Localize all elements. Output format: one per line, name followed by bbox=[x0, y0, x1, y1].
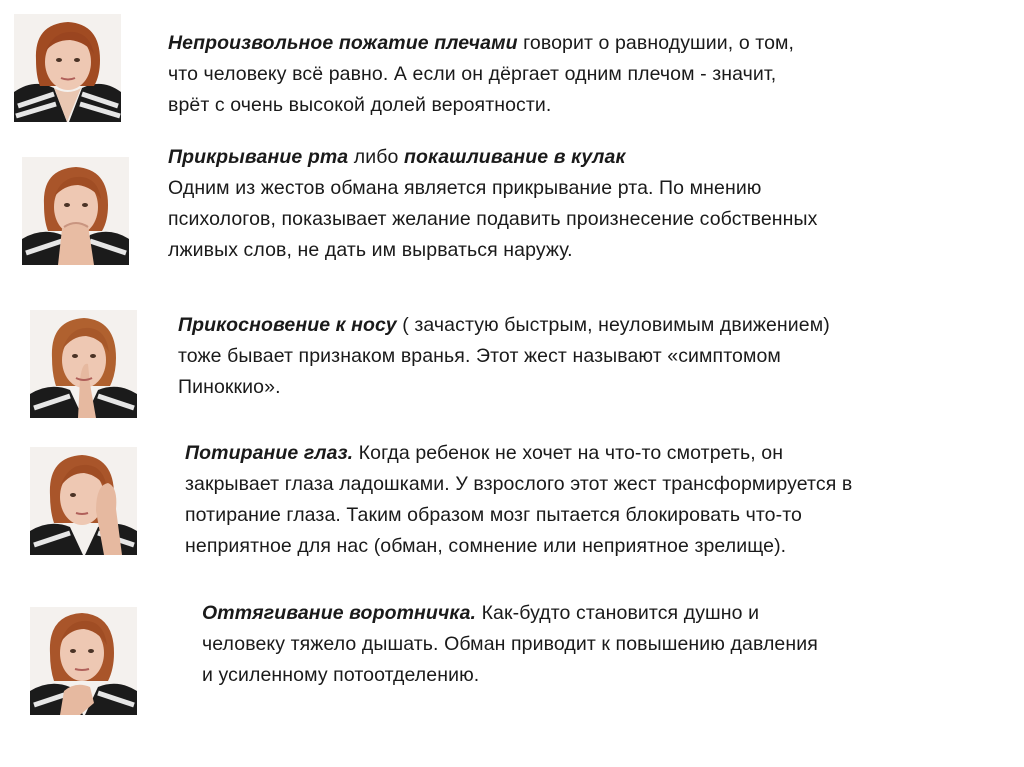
gesture-description bbox=[168, 28, 794, 121]
gesture-text: тоже бывает признаком вранья. Этот жест называют «симптомом bbox=[178, 345, 781, 367]
gesture-line bbox=[202, 660, 818, 691]
gesture-line bbox=[168, 142, 818, 173]
gesture-text: Когда ребенок не хочет на что-то смотреть, он bbox=[353, 442, 784, 464]
gesture-line bbox=[178, 341, 830, 372]
gesture-term: Прикосновение к носу bbox=[178, 314, 397, 336]
gesture-term: Непроизвольное пожатие плечами bbox=[168, 32, 518, 54]
gesture-text: человеку тяжело дышать. Обман приводит к повышению давления bbox=[202, 633, 818, 655]
woman-rubbing-eye-photo bbox=[30, 447, 137, 555]
gesture-text: либо bbox=[348, 146, 404, 168]
gesture-text: Как-будто становится душно и bbox=[476, 602, 760, 624]
gesture-text: Пиноккио». bbox=[178, 376, 281, 398]
gesture-text: неприятное для нас (обман, сомнение или неприятное зрелище). bbox=[185, 535, 787, 557]
gesture-text: закрывает глаза ладошками. У взрослого этот жест трансформируется в bbox=[185, 473, 853, 495]
gesture-description bbox=[185, 438, 852, 562]
gesture-line bbox=[185, 469, 852, 500]
gesture-line bbox=[185, 438, 852, 469]
gesture-term: Прикрывание рта bbox=[168, 146, 349, 168]
gesture-text: врёт с очень высокой долей вероятности. bbox=[168, 94, 552, 116]
gesture-line bbox=[168, 28, 794, 59]
gesture-line bbox=[185, 500, 852, 531]
gesture-text: потирание глаза. Таким образом мозг пытается блокировать что-то bbox=[185, 504, 802, 526]
gesture-description bbox=[168, 142, 818, 266]
gesture-line bbox=[168, 235, 818, 266]
gesture-text: психологов, показывает желание подавить произнесение собственных bbox=[168, 208, 818, 230]
gesture-line bbox=[185, 531, 852, 562]
gesture-text: говорит о равнодушии, о том, bbox=[517, 32, 795, 54]
gesture-line bbox=[202, 598, 818, 629]
gesture-term: Потирание глаз. bbox=[185, 442, 354, 464]
gesture-line bbox=[168, 173, 818, 204]
gesture-line bbox=[178, 372, 830, 403]
gesture-text: и усиленному потоотделению. bbox=[202, 664, 480, 686]
gesture-text: Одним из жестов обмана является прикрывание рта. По мнению bbox=[168, 177, 762, 199]
gesture-text: что человеку всё равно. А если он дёргает одним плечом - значит, bbox=[168, 63, 777, 85]
gesture-description bbox=[178, 310, 830, 403]
gesture-line bbox=[168, 204, 818, 235]
gesture-line bbox=[168, 90, 794, 121]
gesture-line bbox=[168, 59, 794, 90]
gesture-line bbox=[178, 310, 830, 341]
woman-touching-nose-photo bbox=[30, 310, 137, 418]
gesture-text: лживых слов, не дать им вырваться наружу. bbox=[168, 239, 573, 261]
woman-pulling-collar-photo bbox=[30, 607, 137, 715]
gesture-line bbox=[202, 629, 818, 660]
woman-shrugging-photo bbox=[14, 14, 121, 122]
woman-covering-mouth-photo bbox=[22, 157, 129, 265]
gesture-description bbox=[202, 598, 818, 691]
gesture-term: Оттягивание воротничка. bbox=[202, 602, 477, 624]
gesture-text: ( зачастую быстрым, неуловимым движением) bbox=[396, 314, 830, 336]
gesture-term: покашливание в кулак bbox=[403, 146, 626, 168]
